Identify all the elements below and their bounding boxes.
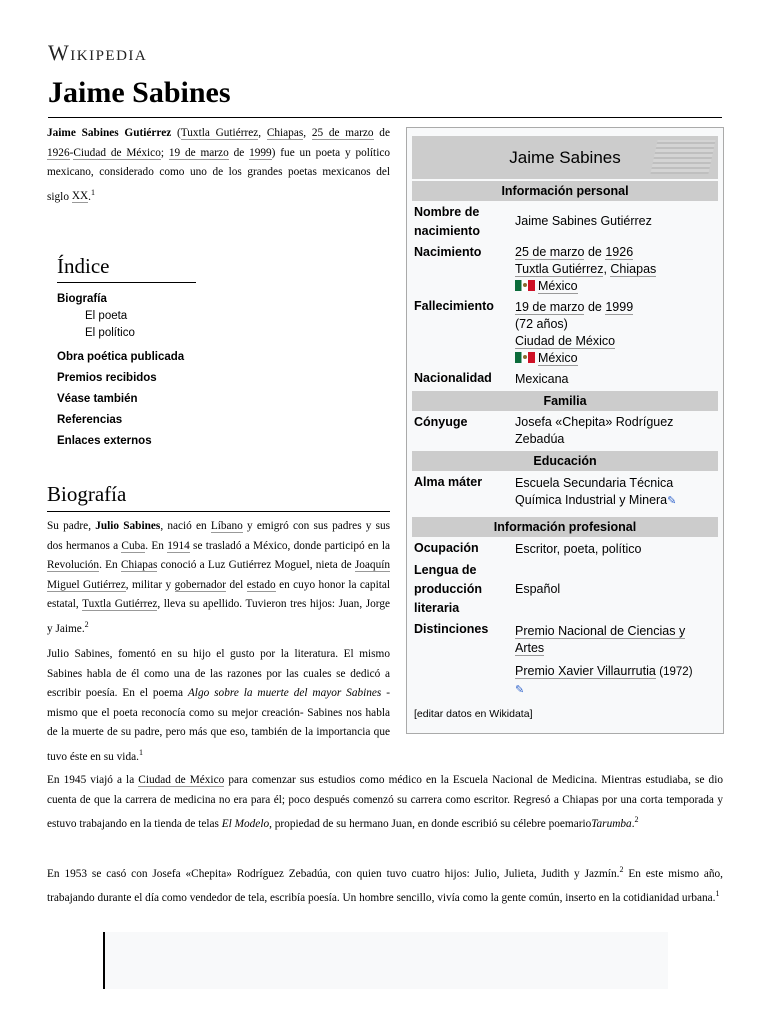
link-death-year[interactable]: 1999 <box>249 146 272 159</box>
link-revolucion[interactable]: Revolución <box>47 559 100 571</box>
infobox-section-educacion: Educación <box>412 451 718 471</box>
mexico-flag-icon <box>515 280 535 291</box>
link-tuxtla-2[interactable]: Tuxtla Gutiérrez <box>82 598 158 610</box>
lead-paragraph: Jaime Sabines Gutiérrez (Tuxtla Gutiérrez, Chiapas, 25 de marzo de 1926-Ciudad de México; 19 de marzo de 1999) fue un poeta y político mexicano, considerado como uno de los grandes poetas mexicanos del siglo XX.$^1$ <box>47 127 390 203</box>
mexico-flag-icon-2 <box>515 352 535 363</box>
store-name: El Modelo <box>221 817 270 830</box>
value-nombre: Jaime Sabines Gutiérrez <box>515 214 652 228</box>
toc-item-el-politico[interactable]: El político <box>85 327 135 339</box>
toc-item-referencias[interactable]: Referencias <box>57 414 123 426</box>
biografia-paragraph-1: Su padre, Julio Sabines, nació en Líbano y emigró con sus padres y sus dos hermanos a Cuba. En 1914 se trasladó a México, donde participó en la Revolución. En Chiapas conoció a Luz Gutiérrez Moguel, nieta de Joaquín Miguel Gutiérrez, militar y gobernador del estado en cuyo honor la capital estatal, Tuxtla Gutiérrez, lleva su apellido. Tuvieron tres hijos: Juan, Jorge y Jaime.$^2$ <box>47 520 391 635</box>
link-cdmx-2[interactable]: Ciudad de México <box>138 774 225 786</box>
link-fal-city[interactable]: Ciudad de México <box>515 334 616 348</box>
link-cdmx[interactable]: Ciudad de México <box>73 146 161 159</box>
toc-item-biografia[interactable]: Biografía <box>57 293 107 305</box>
biografia-paragraph-3: En 1945 viajó a la Ciudad de México para comenzar sus estudios como médico en la Escuela Nacional de Medicina. Mientras estudiaba, se dio cuenta de que la carrera de medicina no era para él; poco después comenzó su carrera como escritor. Regresó a Chiapas por una corta temporada y estuvo trabajando en la tienda de telas El Modelo, propiedad de su hermano Juan, en donde escribió su célebre poemarioTarumba.$^2$ <box>47 774 723 830</box>
link-1914[interactable]: 1914 <box>167 539 190 552</box>
page-title: Jaime Sabines <box>48 76 231 109</box>
link-chiapas[interactable]: Chiapas <box>266 127 304 139</box>
infobox-title-bar <box>412 136 718 179</box>
subject-name: Jaime Sabines Gutiérrez <box>47 127 172 139</box>
label-lengua: Lengua de producción literaria <box>414 563 483 615</box>
infobox-section-familia: Familia <box>412 391 718 411</box>
link-estado[interactable]: estado <box>246 578 276 591</box>
link-nac-city[interactable]: Tuxtla Gutiérrez <box>515 262 604 276</box>
quote-block <box>103 932 668 989</box>
link-wikidata[interactable]: editar datos en Wikidata <box>416 708 530 720</box>
value-conyuge: Josefa «Chepita» Rodríguez Zebadúa <box>515 415 674 446</box>
link-nac-day[interactable]: 25 de marzo <box>515 245 585 259</box>
value-distinciones: Premio Nacional de Ciencias y Artes Premio Xavier Villaurrutia (1972) ✎ <box>515 623 715 699</box>
label-nombre: Nombre de nacimiento <box>414 205 480 238</box>
ref-1c[interactable]: 1 <box>715 889 720 899</box>
section-heading-biografia: Biografía <box>47 482 127 506</box>
link-premio-nacional[interactable]: Premio Nacional de Ciencias y Artes <box>515 624 686 655</box>
lead-text: fue un poeta y político mexicano, considerado como uno de los grandes poetas mexicanos del siglo <box>47 146 390 203</box>
infobox <box>406 127 724 734</box>
ref-1b[interactable]: 1 <box>138 747 143 757</box>
biografia-paragraph-4: En 1953 se casó con Josefa «Chepita» Rodríguez Zebadúa, con quien tuvo cuatro hijos: Julio, Julieta, Judith y Jazmín.$^2$ En este mismo año, trabajando durante el día como vendedor de tela, escribía poesía. Un hombre sencillo, vivía como la gente común, inserto en la cotidianidad urbana.$^1$ <box>47 865 724 905</box>
toc-item-vease[interactable]: Véase también <box>57 393 138 405</box>
label-fallecimiento: Fallecimiento <box>414 299 494 313</box>
edit-pencil-icon[interactable]: ✎ <box>667 495 677 507</box>
value-nacionalidad: Mexicana <box>515 372 569 386</box>
toc-title: Índice <box>57 254 196 283</box>
edit-pencil-icon-2[interactable]: ✎ <box>515 684 525 696</box>
value-ocupacion: Escritor, poeta, político <box>515 542 642 556</box>
infobox-section-personal: Información personal <box>412 181 718 201</box>
infobox-title: Jaime Sabines <box>509 148 621 167</box>
value-nacimiento: 25 de marzo de 1926 Tuxtla Gutiérrez, Chiapas México <box>515 245 657 293</box>
link-gobernador[interactable]: gobernador <box>174 578 227 591</box>
title-rule <box>48 117 722 118</box>
ref-2[interactable]: 2 <box>84 619 89 629</box>
label-alma: Alma máter <box>414 475 483 489</box>
wikidata-edit: [editar datos en Wikidata] <box>414 708 533 720</box>
lead-de-2: de <box>233 146 245 159</box>
ref-2c[interactable]: 2 <box>619 865 624 874</box>
link-birth-year[interactable]: 1926 <box>47 146 70 159</box>
poem-title: Algo sobre la muerte del mayor Sabines <box>187 687 382 699</box>
toc-item-obra[interactable]: Obra poética publicada <box>57 351 185 363</box>
link-fal-country[interactable]: México <box>538 351 578 365</box>
ref-2b[interactable]: 2 <box>634 815 639 824</box>
toc-item-enlaces[interactable]: Enlaces externos <box>57 435 152 447</box>
link-libano[interactable]: Líbano <box>210 520 243 532</box>
book-title: Tarumba <box>591 817 632 830</box>
link-nac-country[interactable]: México <box>538 279 578 293</box>
link-nac-year[interactable]: 1926 <box>605 245 634 259</box>
label-nacimiento: Nacimiento <box>414 245 482 259</box>
link-chiapas-2[interactable]: Chiapas <box>120 559 158 571</box>
biografia-paragraph-2: Julio Sabines, fomentó en su hijo el gusto por la literatura. El mismo Sabines habla de él como una de las razones por las cuales se dedicó a escribir poesía. En el poema Algo sobre la muerte del mayor Sabines -mismo que el poeta reconocía como su mejor creación- Sabines nos habla de la muerte de su padre, pero más que eso, también de la importancia que tuvo éste en su vida.$^1$ <box>47 648 390 763</box>
link-fal-day[interactable]: 19 de marzo <box>515 300 585 314</box>
value-lengua: Español <box>515 582 561 596</box>
toc-item-el-poeta[interactable]: El poeta <box>85 310 128 322</box>
link-birth-day[interactable]: 25 de marzo <box>311 127 374 139</box>
wikipedia-wordmark[interactable]: Wikipedia <box>48 40 148 65</box>
link-cuba[interactable]: Cuba <box>121 539 146 552</box>
link-joaquin[interactable]: Joaquín Miguel Gutiérrez <box>47 559 391 591</box>
value-fallecimiento: 19 de marzo de 1999 (72 años) Ciudad de México México <box>515 300 634 365</box>
link-death-day[interactable]: 19 de marzo <box>168 146 229 159</box>
link-nac-state[interactable]: Chiapas <box>610 262 657 276</box>
label-ocupacion: Ocupación <box>414 541 479 555</box>
infobox-section-profesional: Información profesional <box>412 517 718 537</box>
label-nacionalidad: Nacionalidad <box>414 371 492 385</box>
ref-1[interactable]: 1 <box>90 187 95 197</box>
signature-icon <box>650 140 715 174</box>
table-of-contents <box>57 254 317 452</box>
link-tuxtla[interactable]: Tuxtla Gutiérrez <box>180 127 259 139</box>
father-name: Julio Sabines <box>95 520 161 532</box>
link-premio-villaurrutia[interactable]: Premio Xavier Villaurrutia <box>515 664 656 678</box>
label-conyuge: Cónyuge <box>414 415 468 429</box>
link-fal-year[interactable]: 1999 <box>605 300 634 314</box>
lead-de-1: de <box>379 127 390 139</box>
value-alma: Escuela Secundaria Técnica Química Industrial y Minera✎ <box>515 475 715 510</box>
section-rule <box>47 511 390 512</box>
toc-item-premios[interactable]: Premios recibidos <box>57 372 157 384</box>
label-distinciones: Distinciones <box>414 622 489 636</box>
link-century[interactable]: XX <box>71 190 89 203</box>
